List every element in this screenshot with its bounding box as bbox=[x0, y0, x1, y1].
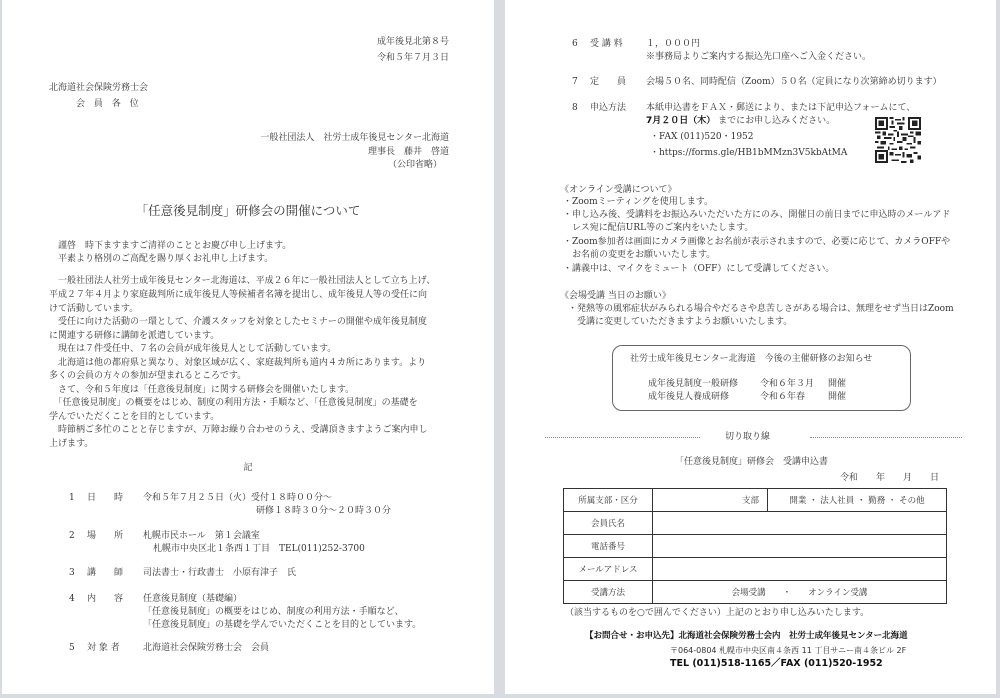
greeting-line-2: 平素より格別のご高配を賜り厚くお礼申し上げます。 bbox=[58, 254, 274, 264]
venue-note: 受講に変更していただきますようお願いいたします。 bbox=[568, 317, 793, 327]
document-date: 令和５年７月３日 bbox=[376, 53, 449, 63]
page-title: 「任意後見制度」研修会の開催について bbox=[135, 203, 361, 218]
category-field[interactable]: 開業 ・ 法人社員 ・ 勤務 ・ その他 bbox=[768, 489, 947, 512]
body-line: 学んでいただくことを目的としています。 bbox=[49, 412, 220, 422]
form-label-phone: 電話番号 bbox=[564, 535, 653, 558]
online-note: レス宛に配信URL等のご案内をいたします。 bbox=[563, 223, 754, 233]
body-line: 一般社団法人社労士成年後見センター北海道は、平成２６年に一般社団法人として立ち上げ、 bbox=[49, 276, 436, 286]
sender-org: 一般社団法人 社労士成年後見センター北海道 bbox=[260, 133, 449, 143]
form-note: （該当するものを○で囲んでください）上記のとおり申し込みいたします。 bbox=[565, 608, 870, 618]
online-heading: 《オンライン受講について》 bbox=[560, 185, 677, 195]
online-note: ・申し込み後、受講料をお振込みいただいた方にのみ、開催日の前日までに申込時のメールアド bbox=[563, 210, 951, 220]
recipient: 会 員 各 位 bbox=[76, 99, 142, 109]
item-value: 令和５年７月２５日（火）受付１８時００分～ bbox=[143, 493, 333, 503]
venue-note: ・発熱等の風邪症状がみられる場合やだるさや息苦しさがある場合は、無理をせず当日はZoom bbox=[568, 304, 954, 314]
item-value: 任意後見制度（基礎編） bbox=[143, 594, 243, 604]
deadline-text: までにお申し込みください。 bbox=[718, 116, 836, 126]
body-line: 多くの会員の方々の参加が望まれるところです。 bbox=[49, 371, 247, 381]
body-line: 現在は７件受任中、７名の会員が成年後見人として活動しています。 bbox=[49, 344, 337, 354]
item-value: 会場５０名、同時配信（Zoom）５０名（定員になり次第締め切ります） bbox=[646, 77, 942, 87]
attendance-method-field[interactable]: 会場受講 ・ オンライン受講 bbox=[653, 581, 947, 604]
seal-note: （公印省略） bbox=[387, 160, 442, 170]
body-line: に関連する研修に講師を派遣しています。 bbox=[49, 331, 220, 341]
form-date: 令和 年 月 日 bbox=[840, 473, 940, 483]
document-page-2 bbox=[505, 0, 996, 694]
item-number: 3 bbox=[69, 568, 75, 578]
sender-name: 理事長 藤井 啓道 bbox=[367, 147, 449, 157]
contact-label: 【お問合せ・お申込先】北海道社会保険労務士会内 社労士成年後見センター北海道 bbox=[585, 631, 908, 641]
online-note: ・Zoomミーティングを使用します。 bbox=[563, 197, 714, 207]
deadline-line bbox=[646, 115, 835, 128]
item-value: 研修１８時３０分～２０時３０分 bbox=[256, 506, 392, 516]
cut-line-label: 切り取り線 bbox=[725, 432, 771, 442]
item-value: 北海道社会保険労務士会 会員 bbox=[143, 643, 270, 653]
online-note: お名前の変更をお願いいたします。 bbox=[563, 250, 716, 260]
item-label-fee: 受 講 料 bbox=[590, 39, 623, 49]
body-line: 時節柄ご多忙のことと存じますが、万障お繰り合わせのうえ、受講頂きますようご案内申し bbox=[49, 425, 428, 435]
notice-item-status: 開催 bbox=[828, 392, 847, 402]
body-line: 北海道は他の都府県と異なり、対象区域が広く、家庭裁判所も道内４カ所にあります。より bbox=[49, 358, 427, 368]
document-page-1 bbox=[2, 0, 494, 694]
body-line: さて、令和５年度は「任意後見制度」に関する研修会を開催いたします。 bbox=[49, 385, 355, 395]
notice-title: 社労士成年後見センター北海道 今後の主催研修のお知らせ bbox=[630, 354, 873, 364]
form-label-branch: 所属支部・区分 bbox=[564, 489, 653, 512]
notice-item-date: 令和６年３月 bbox=[760, 379, 815, 389]
item-number: 6 bbox=[572, 39, 578, 49]
form-title: 「任意後見制度」研修会 受講申込書 bbox=[675, 457, 829, 467]
body-line: 「任意後見制度」の概要をはじめ、制度の利用方法・手順など、「任意後見制度」の基礎を bbox=[49, 398, 418, 408]
body-line: けて活動しています。 bbox=[49, 304, 139, 314]
venue-heading: 《会場受講 当日のお願い》 bbox=[560, 291, 671, 301]
item-value: １，０００円 bbox=[646, 39, 701, 49]
member-name-field[interactable] bbox=[653, 512, 947, 535]
qr-code-icon[interactable] bbox=[875, 117, 921, 163]
greeting-line-1: 謹啓 時下ますますご清祥のこととお慶び申し上げます。 bbox=[58, 241, 292, 251]
form-url-link[interactable]: ・https://forms.gle/HB1bMMzn3V5kbAtMA bbox=[650, 148, 848, 158]
item-number: 4 bbox=[69, 594, 75, 604]
item-number: 5 bbox=[69, 643, 75, 653]
fax-number: ・FAX (011)520・1952 bbox=[650, 132, 754, 142]
contact-phone: TEL (011)518-1165／FAX (011)520-1952 bbox=[670, 658, 883, 669]
online-note: ・講義中は、マイクをミュート（OFF）にして受講してください。 bbox=[563, 264, 835, 274]
body-line: 受任に向けた活動の一環として、介護スタッフを対象としたセミナーの開催や成年後見制度 bbox=[49, 317, 427, 327]
cut-line-right bbox=[810, 437, 962, 438]
item-value: ※事務局よりご案内する振込先口座へご入金ください。 bbox=[646, 52, 872, 62]
item-label-venue: 場 所 bbox=[87, 531, 124, 541]
body-line: 平成２７年４月より家庭裁判所に成年後見人等候補者名簿を提出し、成年後見人等の受任に向 bbox=[49, 290, 428, 300]
item-label-content: 内 容 bbox=[87, 594, 124, 604]
contact-address: 〒064-0804 札幌市中央区南４条西 11 丁目サニー南４条ビル 2F bbox=[670, 646, 907, 655]
recipient-org: 北海道社会保険労務士会 bbox=[49, 83, 149, 93]
cut-line-left bbox=[545, 437, 700, 438]
phone-field[interactable] bbox=[653, 535, 947, 558]
item-label-application: 申込方法 bbox=[590, 103, 627, 113]
email-field[interactable] bbox=[653, 558, 947, 581]
item-number: 7 bbox=[572, 77, 578, 87]
document-number: 成年後見北第８号 bbox=[376, 37, 449, 47]
item-label-lecturer: 講 師 bbox=[87, 568, 124, 578]
item-value: 札幌市中央区北１条西１丁目 TEL(011)252-3700 bbox=[153, 544, 365, 554]
notice-item-name: 成年後見制度一般研修 bbox=[648, 379, 739, 389]
form-label-email: メールアドレス bbox=[564, 558, 653, 581]
item-value: 司法書士・行政書士 小原有津子 氏 bbox=[143, 568, 297, 578]
item-value: 本紙申込書をＦＡＸ・郵送により、または下記申込フォームにて、 bbox=[646, 103, 916, 113]
item-number: 8 bbox=[572, 103, 578, 113]
notice-item-status: 開催 bbox=[828, 379, 847, 389]
notice-item-name: 成年後見人養成研修 bbox=[648, 392, 730, 402]
application-form bbox=[563, 488, 947, 604]
ki-heading: 記 bbox=[243, 463, 253, 473]
item-label-capacity: 定 員 bbox=[590, 77, 627, 87]
branch-field[interactable]: 支部 bbox=[653, 489, 768, 512]
item-value: 「任意後見制度」の概要をはじめ、制度の利用方法・手順など、 bbox=[143, 607, 404, 617]
form-label-method: 受講方法 bbox=[564, 581, 653, 604]
item-number: 2 bbox=[69, 531, 75, 541]
item-label-target: 対 象 者 bbox=[87, 643, 120, 653]
item-value: 札幌市民ホール 第１会議室 bbox=[143, 531, 260, 541]
item-value: 「任意後見制度」の基礎を学んでいただくことを目的としています。 bbox=[143, 620, 422, 630]
form-label-name: 会員氏名 bbox=[564, 512, 653, 535]
item-number: 1 bbox=[69, 493, 75, 503]
deadline-date: 7月２０日（木） bbox=[646, 116, 716, 126]
online-note: ・Zoom参加者は画面にカメラ画像とお名前が表示されますので、必要に応じて、カメラOFFや bbox=[563, 237, 951, 247]
notice-item-date: 令和６年春 bbox=[760, 392, 806, 402]
body-line: 上げます。 bbox=[49, 439, 94, 449]
item-label-date: 日 時 bbox=[87, 493, 124, 503]
